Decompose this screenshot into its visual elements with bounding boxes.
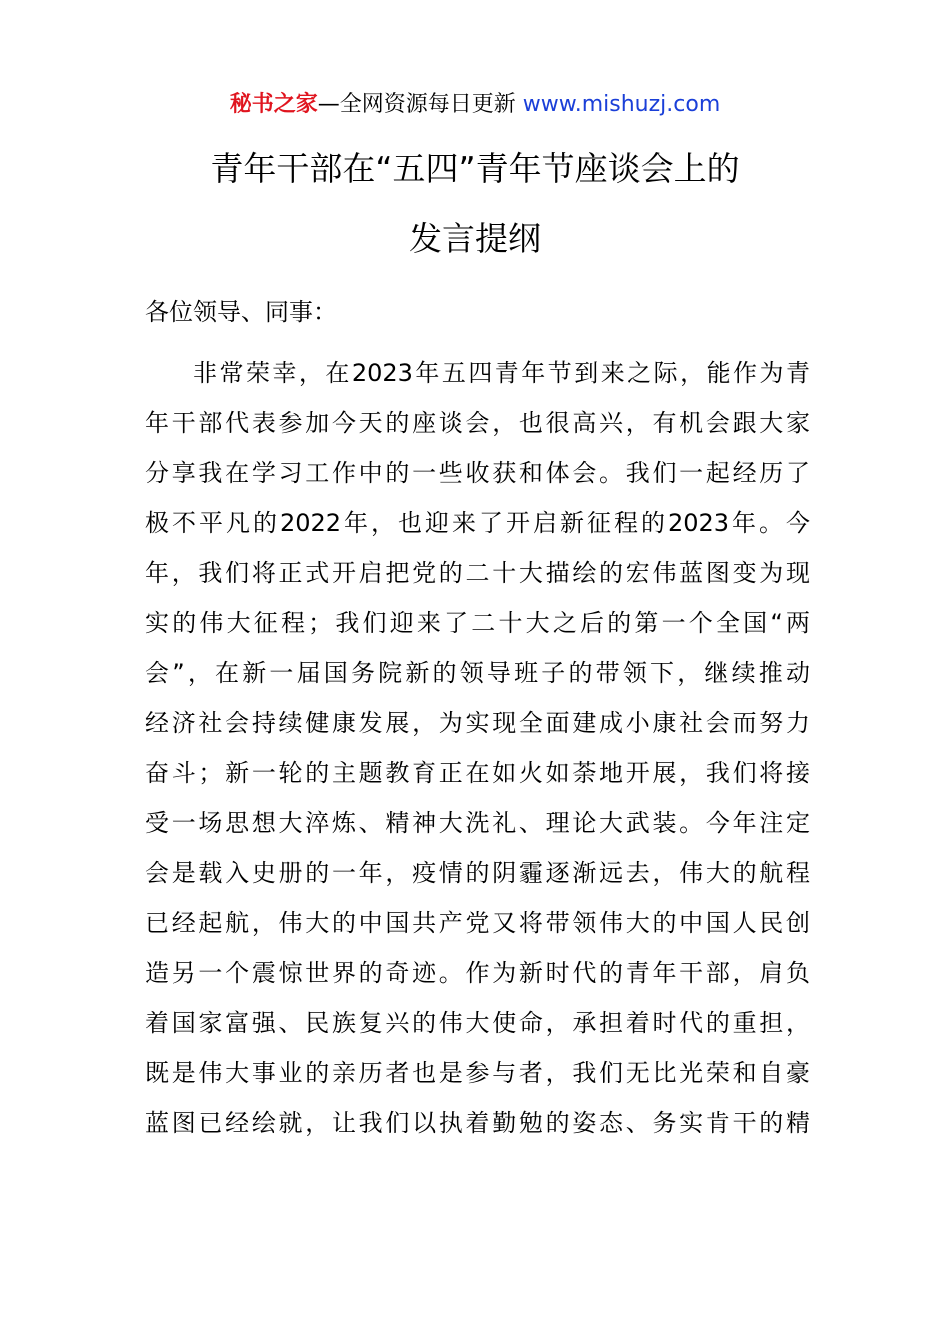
site-url-link[interactable]: www.mishuzj.com: [522, 92, 721, 117]
salutation: 各位领导、同事：: [145, 298, 337, 326]
site-header: [0, 88, 950, 122]
body-line: 会是载入史册的一年，疫情的阴霾逐渐远去，伟大的航程: [145, 859, 810, 887]
site-slogan: —全网资源每日更新: [317, 92, 516, 117]
document-title-line-2: 发言提纲: [409, 219, 541, 258]
body-line: 着国家富强、民族复兴的伟大使命，承担着时代的重担，: [145, 1009, 810, 1037]
body-line: 分享我在学习工作中的一些收获和体会。我们一起经历了: [145, 459, 810, 487]
body-line: 非常荣幸，在2023年五四青年节到来之际，能作为青: [193, 359, 810, 387]
document-title-line-1: 青年干部在“五四”青年节座谈会上的: [210, 149, 740, 188]
body-line: 已经起航，伟大的中国共产党又将带领伟大的中国人民创: [145, 909, 810, 937]
body-line: 蓝图已经绘就，让我们以执着勤勉的姿态、务实肯干的精: [145, 1109, 810, 1137]
body-line: 造另一个震惊世界的奇迹。作为新时代的青年干部，肩负: [145, 959, 810, 987]
body-line: 经济社会持续健康发展，为实现全面建成小康社会而努力: [145, 709, 810, 737]
body-line: 年干部代表参加今天的座谈会，也很高兴，有机会跟大家: [145, 409, 810, 437]
body-line: 实的伟大征程；我们迎来了二十大之后的第一个全国“两: [145, 609, 810, 637]
site-brand: 秘书之家: [229, 92, 318, 117]
body-line: 奋斗；新一轮的主题教育正在如火如荼地开展，我们将接: [145, 759, 810, 787]
body-line: 既是伟大事业的亲历者也是参与者，我们无比光荣和自豪: [145, 1059, 810, 1087]
body-text: [145, 353, 810, 1153]
body-line: 极不平凡的2022年，也迎来了开启新征程的2023年。今: [145, 509, 810, 537]
body-line: 会”，在新一届国务院新的领导班子的带领下，继续推动: [145, 659, 810, 687]
body-line: 年，我们将正式开启把党的二十大描绘的宏伟蓝图变为现: [145, 559, 810, 587]
body-line: 受一场思想大淬炼、精神大洗礼、理论大武装。今年注定: [145, 809, 810, 837]
